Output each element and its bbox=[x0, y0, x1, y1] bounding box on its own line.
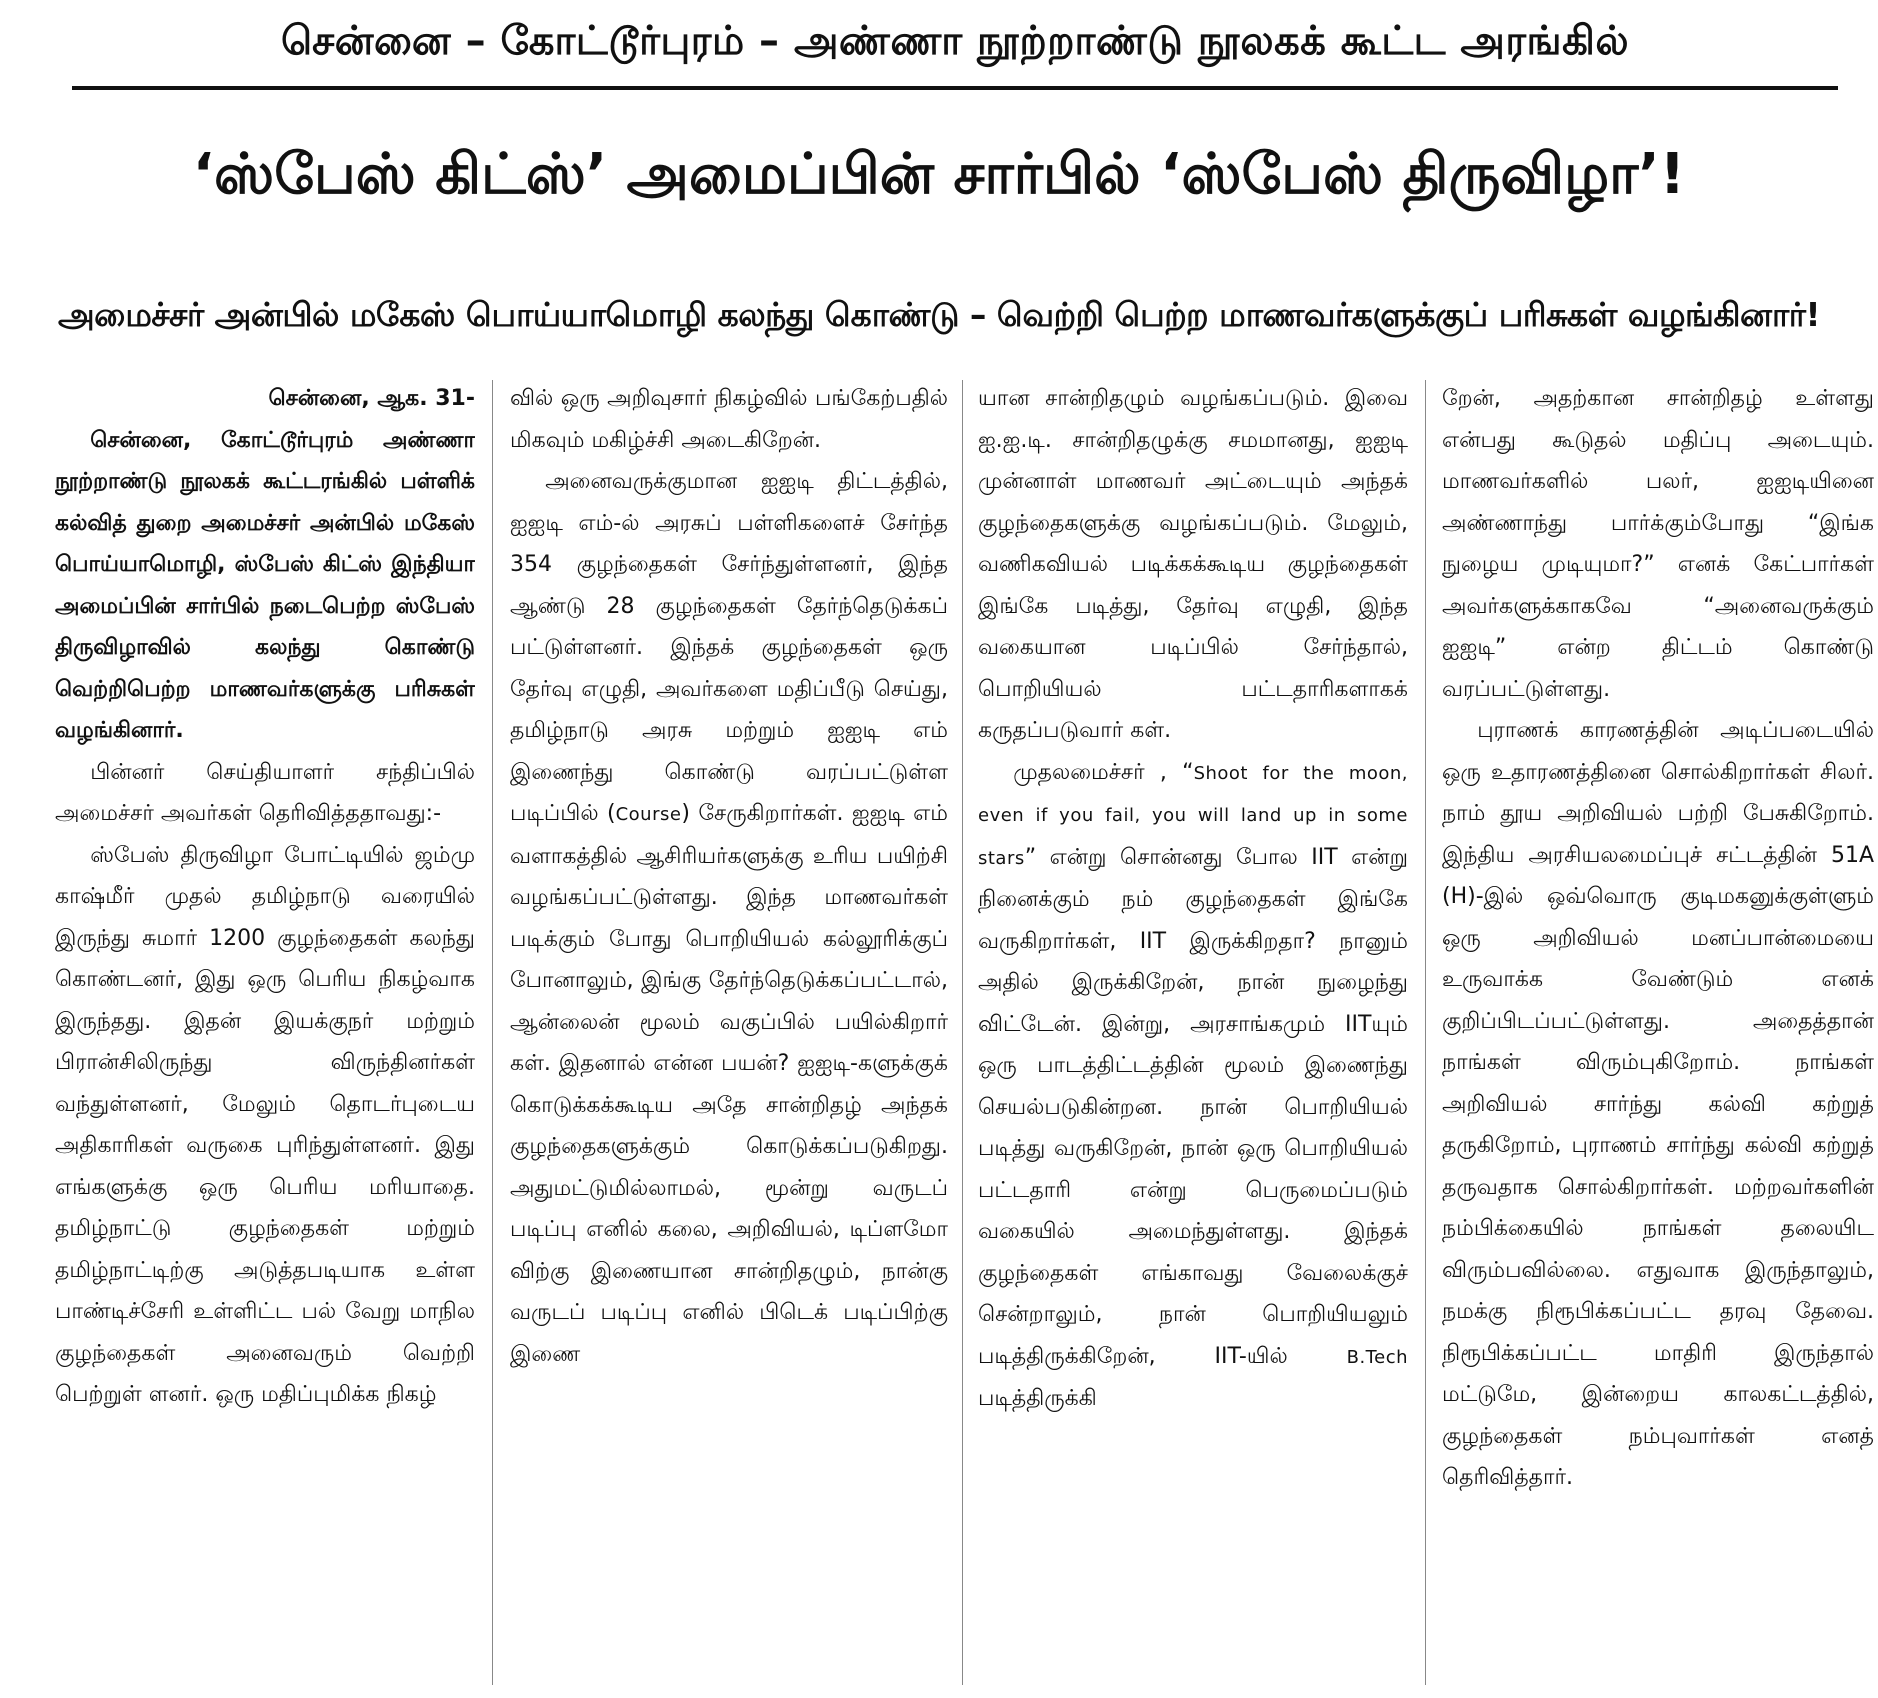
text-run: அனைவருக்குமான ஐஐடி திட்டத்தில், ஐஐடி எம்-ல் அரசுப் பள்ளிகளைச் சேர்ந்த 354 குழந்தைகள் சேர்ந்துள்ளனர், இந்த ஆண்டு 28 குழந்தைகள் தேர்ந்தெடுக்கப் பட்டுள்ளனர். இந்தக் குழந்தைகள் ஒரு தேர்வு எழுதி, அவர்களை மதிப்பீடு செய்து, தமிழ்நாடு அரசு மற்றும் ஐஐடி எம் இணைந்து கொண்டு வரப்பட்டுள்ள படிப்பில் ( bbox=[510, 469, 948, 826]
article-column-4 bbox=[1442, 378, 1874, 1688]
kicker-line: சென்னை – கோட்டூர்புரம் – அண்ணா நூற்றாண்டு நூலகக் கூட்ட அரங்கில் bbox=[280, 18, 1630, 64]
text-run: ” என்று சொன்னது போல IIT என்று நினைக்கும் நம் குழந்தைகள் இங்கே வருகிறார்கள், IIT இருக்கிறதா? நானும் அதில் இருக்கிறேன், நான் நுழைந்து விட்டேன். இன்று, அரசாங்கமும் IITயும் ஒரு பாடத்திட்டத்தின் மூலம் இணைந்து செயல்படுகின்றன. நான் பொறியியல் படித்து வருகிறேன், நான் ஒரு பொறியியல் பட்டதாரி என்று பெருமைப்படும் வகையில் அமைந்துள்ளது. இந்தக் குழந்தைகள் எங்காவது வேலைக்குச் சென்றாலும், நான் பொறியியலும் படித்திருக்கிறேன், IIT-யில் bbox=[978, 844, 1408, 1369]
paragraph: பின்னர் செய்தியாளர் சந்திப்பில் அமைச்சர் அவர்கள் தெரிவித்ததாவது:- bbox=[55, 759, 475, 826]
paragraph: யான சான்றிதழும் வழங்கப்படும். இவை ஐ.ஐ.டி. சான்றிதழுக்கு சமமானது, ஐஐடி முன்னாள் மாணவர் அட்டையும் அந்தக் குழந்தைகளுக்கு வழங்கப்படும். மேலும், வணிகவியல் படிக்கக்கூடிய குழந்தைகள் இங்கே படித்து, தேர்வு எழுதி, இந்த வகையான படிப்பில் சேர்ந்தால், பொறியியல் பட்டதாரிகளாகக் கருதப்படுவார் கள். bbox=[978, 386, 1408, 743]
paragraph: றேன், அதற்கான சான்றிதழ் உள்ளது என்பது கூடுதல் மதிப்பு அடையும். மாணவர்களில் பலர், ஐஐடியினை அண்ணாந்து பார்க்கும்போது “இங்க நுழைய முடியுமா?” எனக் கேட்பார்கள் அவர்களுக்காகவே “அனைவருக்கும் ஐஐடி” என்ற திட்டம் கொண்டு வரப்பட்டுள்ளது. bbox=[1442, 386, 1874, 702]
kicker-rule bbox=[72, 86, 1838, 90]
article-column-3 bbox=[978, 378, 1408, 1688]
paragraph: ஸ்பேஸ் திருவிழா போட்டியில் ஜம்மு காஷ்மீர் முதல் தமிழ்நாடு வரையில் இருந்து சுமார் 1200 குழந்தைகள் கலந்து கொண்டனர், இது ஒரு பெரிய நிகழ்வாக இருந்தது. இதன் இயக்குநர் மற்றும் பிரான்சிலிருந்து விருந்தினர்கள் வந்துள்ளனர், மேலும் தொடர்புடைய அதிகாரிகள் வருகை புரிந்துள்ளனர். இது எங்களுக்கு ஒரு பெரிய மரியாதை. தமிழ்நாட்டு குழந்தைகள் மற்றும் தமிழ்நாட்டிற்கு அடுத்தபடியாக உள்ள பாண்டிச்சேரி உள்ளிட்ட பல் வேறு மாநில குழந்தைகள் அனைவரும் வெற்றி பெற்றுள் ளனர். ஒரு மதிப்புமிக்க நிகழ் bbox=[55, 842, 475, 1407]
article-column-2 bbox=[510, 378, 948, 1688]
paragraph: புராணக் காரணத்தின் அடிப்படையில் ஒரு உதாரணத்தினை சொல்கிறார்கள் சிலர். நாம் தூய அறிவியல் பற்றி பேசுகிறோம். இந்திய அரசியலமைப்புச் சட்டத்தின் 51A (H)-இல் ஒவ்வொரு குடிமகனுக்குள்ளும் ஒரு அறிவியல் மனப்பான்மையை உருவாக்க வேண்டும் எனக் குறிப்பிடப்பட்டுள்ளது. அதைத்தான் நாங்கள் விரும்புகிறோம். நாங்கள் அறிவியல் சார்ந்து கல்வி கற்றுத் தருகிறோம், புராணம் சார்ந்து கல்வி கற்றுத் தருவதாக சொல்கிறார்கள். மற்றவர்களின் நம்பிக்கையில் நாங்கள் தலையிட விரும்பவில்லை. எதுவாக இருந்தாலும், நமக்கு நிரூபிக்கப்பட்ட தரவு தேவை. நிரூபிக்கப்பட்ட மாதிரி இருந்தால் மட்டுமே, இன்றைய காலகட்டத்தில், குழந்தைகள் நம்புவார்கள் எனத் தெரிவித்தார். bbox=[1442, 718, 1874, 1490]
text-run: படித்திருக்கி bbox=[978, 1386, 1097, 1411]
paragraph: வில் ஒரு அறிவுசார் நிகழ்வில் பங்கேற்பதில் மிகவும் மகிழ்ச்சி அடைகிறேன். bbox=[510, 386, 948, 453]
lead-paragraph: சென்னை, கோட்டூர்புரம் அண்ணா நூற்றாண்டு நூலகக் கூட்டரங்கில் பள்ளிக் கல்வித் துறை அமைச்சர் அன்பில் மகேஸ் பொய்யாமொழி, ஸ்பேஸ் கிட்ஸ் இந்தியா அமைப்பின் சார்பில் நடைபெற்ற ஸ்பேஸ் திருவிழாவில் கலந்து கொண்டு வெற்றிபெற்ற மாணவர்களுக்கு பரிசுகள் வழங்கினார். bbox=[55, 427, 475, 743]
dateline: சென்னை, ஆக. 31- bbox=[268, 386, 475, 411]
article-column-1 bbox=[55, 378, 475, 1688]
paragraph bbox=[978, 752, 1408, 1420]
paragraph bbox=[510, 461, 948, 1375]
english-term: Course bbox=[615, 804, 682, 825]
subheadline: அமைச்சர் அன்பில் மகேஸ் பொய்யாமொழி கலந்து கொண்டு – வெற்றி பெற்ற மாணவர்களுக்குப் பரிசுகள் வழங்கினார்! bbox=[57, 295, 1821, 334]
column-divider-3 bbox=[1425, 380, 1426, 1685]
text-run: ) சேருகிறார்கள். ஐஐடி எம் வளாகத்தில் ஆசிரியர்களுக்கு உரிய பயிற்சி வழங்கப்பட்டுள்ளது. இந்த மாணவர்கள் படிக்கும் போது பொறியியல் கல்லூரிக்குப் போனாலும், இங்கு தேர்ந்தெடுக்கப்பட்டால், ஆன்லைன் மூலம் வகுப்பில் பயில்கிறார் கள். இதனால் என்ன பயன்? ஐஐடி-களுக்குக் கொடுக்கக்கூடிய அதே சான்றிதழ் அந்தக் குழந்தைகளுக்கும் கொடுக்கப்படுகிறது. அதுமட்டுமில்லாமல், மூன்று வருடப் படிப்பு எனில் கலை, அறிவியல், டிப்ளமோ விற்கு இணையான சான்றிதழும், நான்கு வருடப் படிப்பு எனில் பிடெக் படிப்பிற்கு இணை bbox=[510, 801, 948, 1367]
column-divider-1 bbox=[492, 380, 493, 1685]
headline: ‘ஸ்பேஸ் கிட்ஸ்’ அமைப்பின் சார்பில் ‘ஸ்பேஸ் திருவிழா’! bbox=[192, 142, 1686, 207]
text-run: முதலமைச்சர் , “ bbox=[1013, 759, 1194, 785]
column-divider-2 bbox=[962, 380, 963, 1685]
english-quote: Shoot for the moon, even if you fail, you will land up in some stars bbox=[978, 762, 1408, 869]
english-term: B.Tech bbox=[1346, 1346, 1408, 1368]
